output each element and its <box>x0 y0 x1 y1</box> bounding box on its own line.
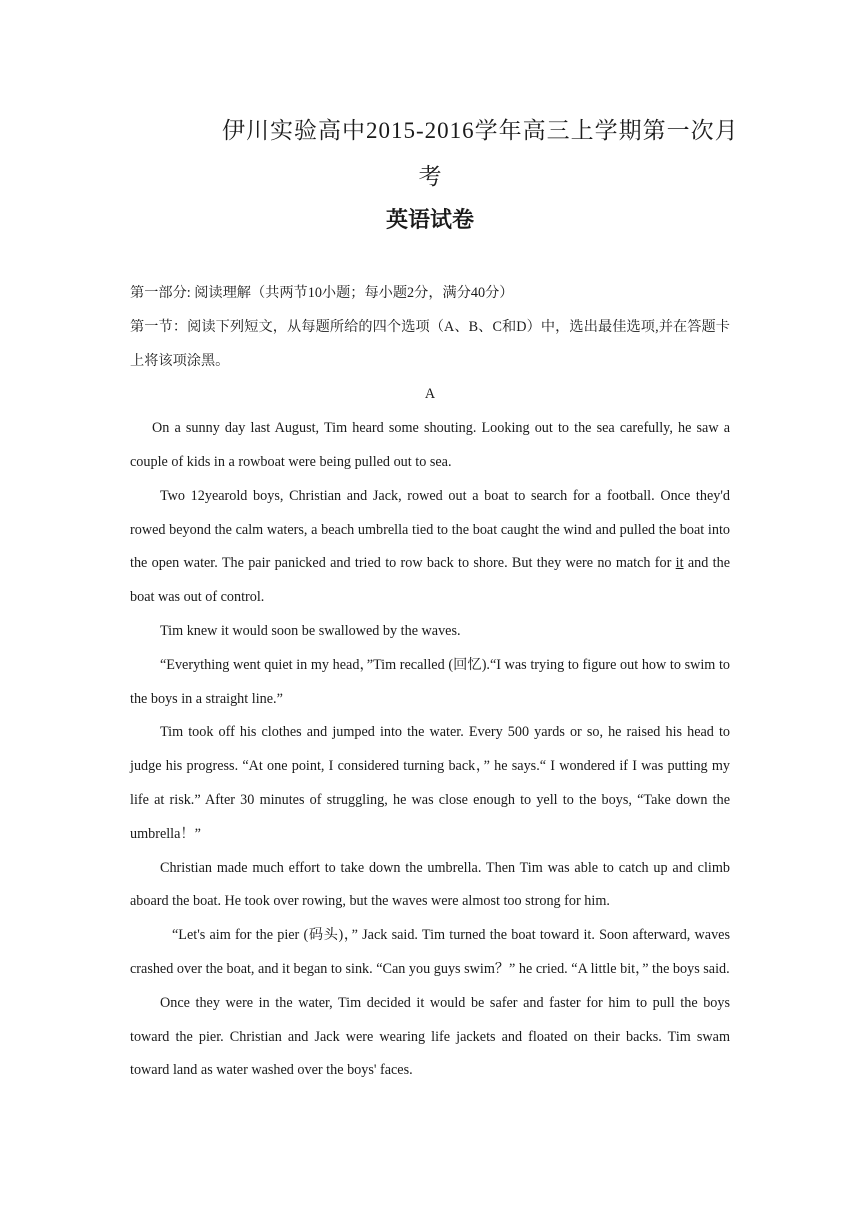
section1-instruction: 第一节：阅读下列短文，从每题所给的四个选项（A、B、C和D）中，选出最佳选项,并在答题卡上将该项涂黑。 <box>130 318 730 369</box>
exam-subject-title: 英语试卷 <box>385 208 474 233</box>
passage-paragraph-5: Tim took off his clothes and jumped into the water. Every 500 yards or so, he raised his head to judge his progress. “At one point, I considered turning back，” he says.“ I wondered if I was putting my life at risk.” After 30 minutes of struggling, he was close enough to yell to the boys, “Take down the umbrella！” <box>130 724 730 842</box>
paragraph-2-text-before: Two 12yearold boys, Christian and Jack, rowed out a boat to search for a football. Once they'd rowed beyond the calm waters, a beach umbrella tied to the boat caught the wind and pulled the boat into the open water. The pair panicked and tried to row back to shore. But they were no match for <box>130 487 730 572</box>
exam-title-line2: 考 <box>418 164 442 189</box>
paragraph-2-text-after: and the boat was out of control. <box>130 555 730 606</box>
passage-paragraph-4: “Everything went quiet in my head，”Tim recalled (回忆).“I was trying to figure out how to swim to the boys in a straight line.” <box>130 656 730 707</box>
passage-paragraph-7: “Let's aim for the pier (码头)，” Jack said. Tim turned the boat toward it. Soon afterward, waves crashed over the boat, and it began to sink. “Can you guys swim？” he cried. “A little bit，” the boys said. <box>130 927 730 977</box>
exam-title-line1: 伊川实验高中2015-2016学年高三上学期第一次月 <box>222 118 739 143</box>
passage-paragraph-6: Christian made much effort to take down the umbrella. Then Tim was able to catch up and climb aboard the boat. He took over rowing, but the waves were almost too strong for him. <box>130 859 730 910</box>
passage-paragraph-8: Once they were in the water, Tim decided it would be safer and faster for him to pull the boys toward the pier. Christian and Jack were wearing life jackets and floated on their backs. Tim swam toward land as water washed over the boys' faces. <box>130 994 730 1079</box>
passage-label: A <box>424 386 436 403</box>
part1-instruction: 第一部分: 阅读理解（共两节10小题；每小题2分，满分40分） <box>130 285 514 301</box>
underlined-word-it: it <box>675 555 684 572</box>
passage-paragraph-3: Tim knew it would soon be swallowed by the waves. <box>160 622 461 639</box>
passage-paragraph-1: On a sunny day last August, Tim heard some shouting. Looking out to the sea carefully, he saw a couple of kids in a rowboat were being pulled out to sea. <box>130 420 730 470</box>
passage-paragraph-2 <box>130 480 730 615</box>
exam-body <box>130 277 730 1088</box>
